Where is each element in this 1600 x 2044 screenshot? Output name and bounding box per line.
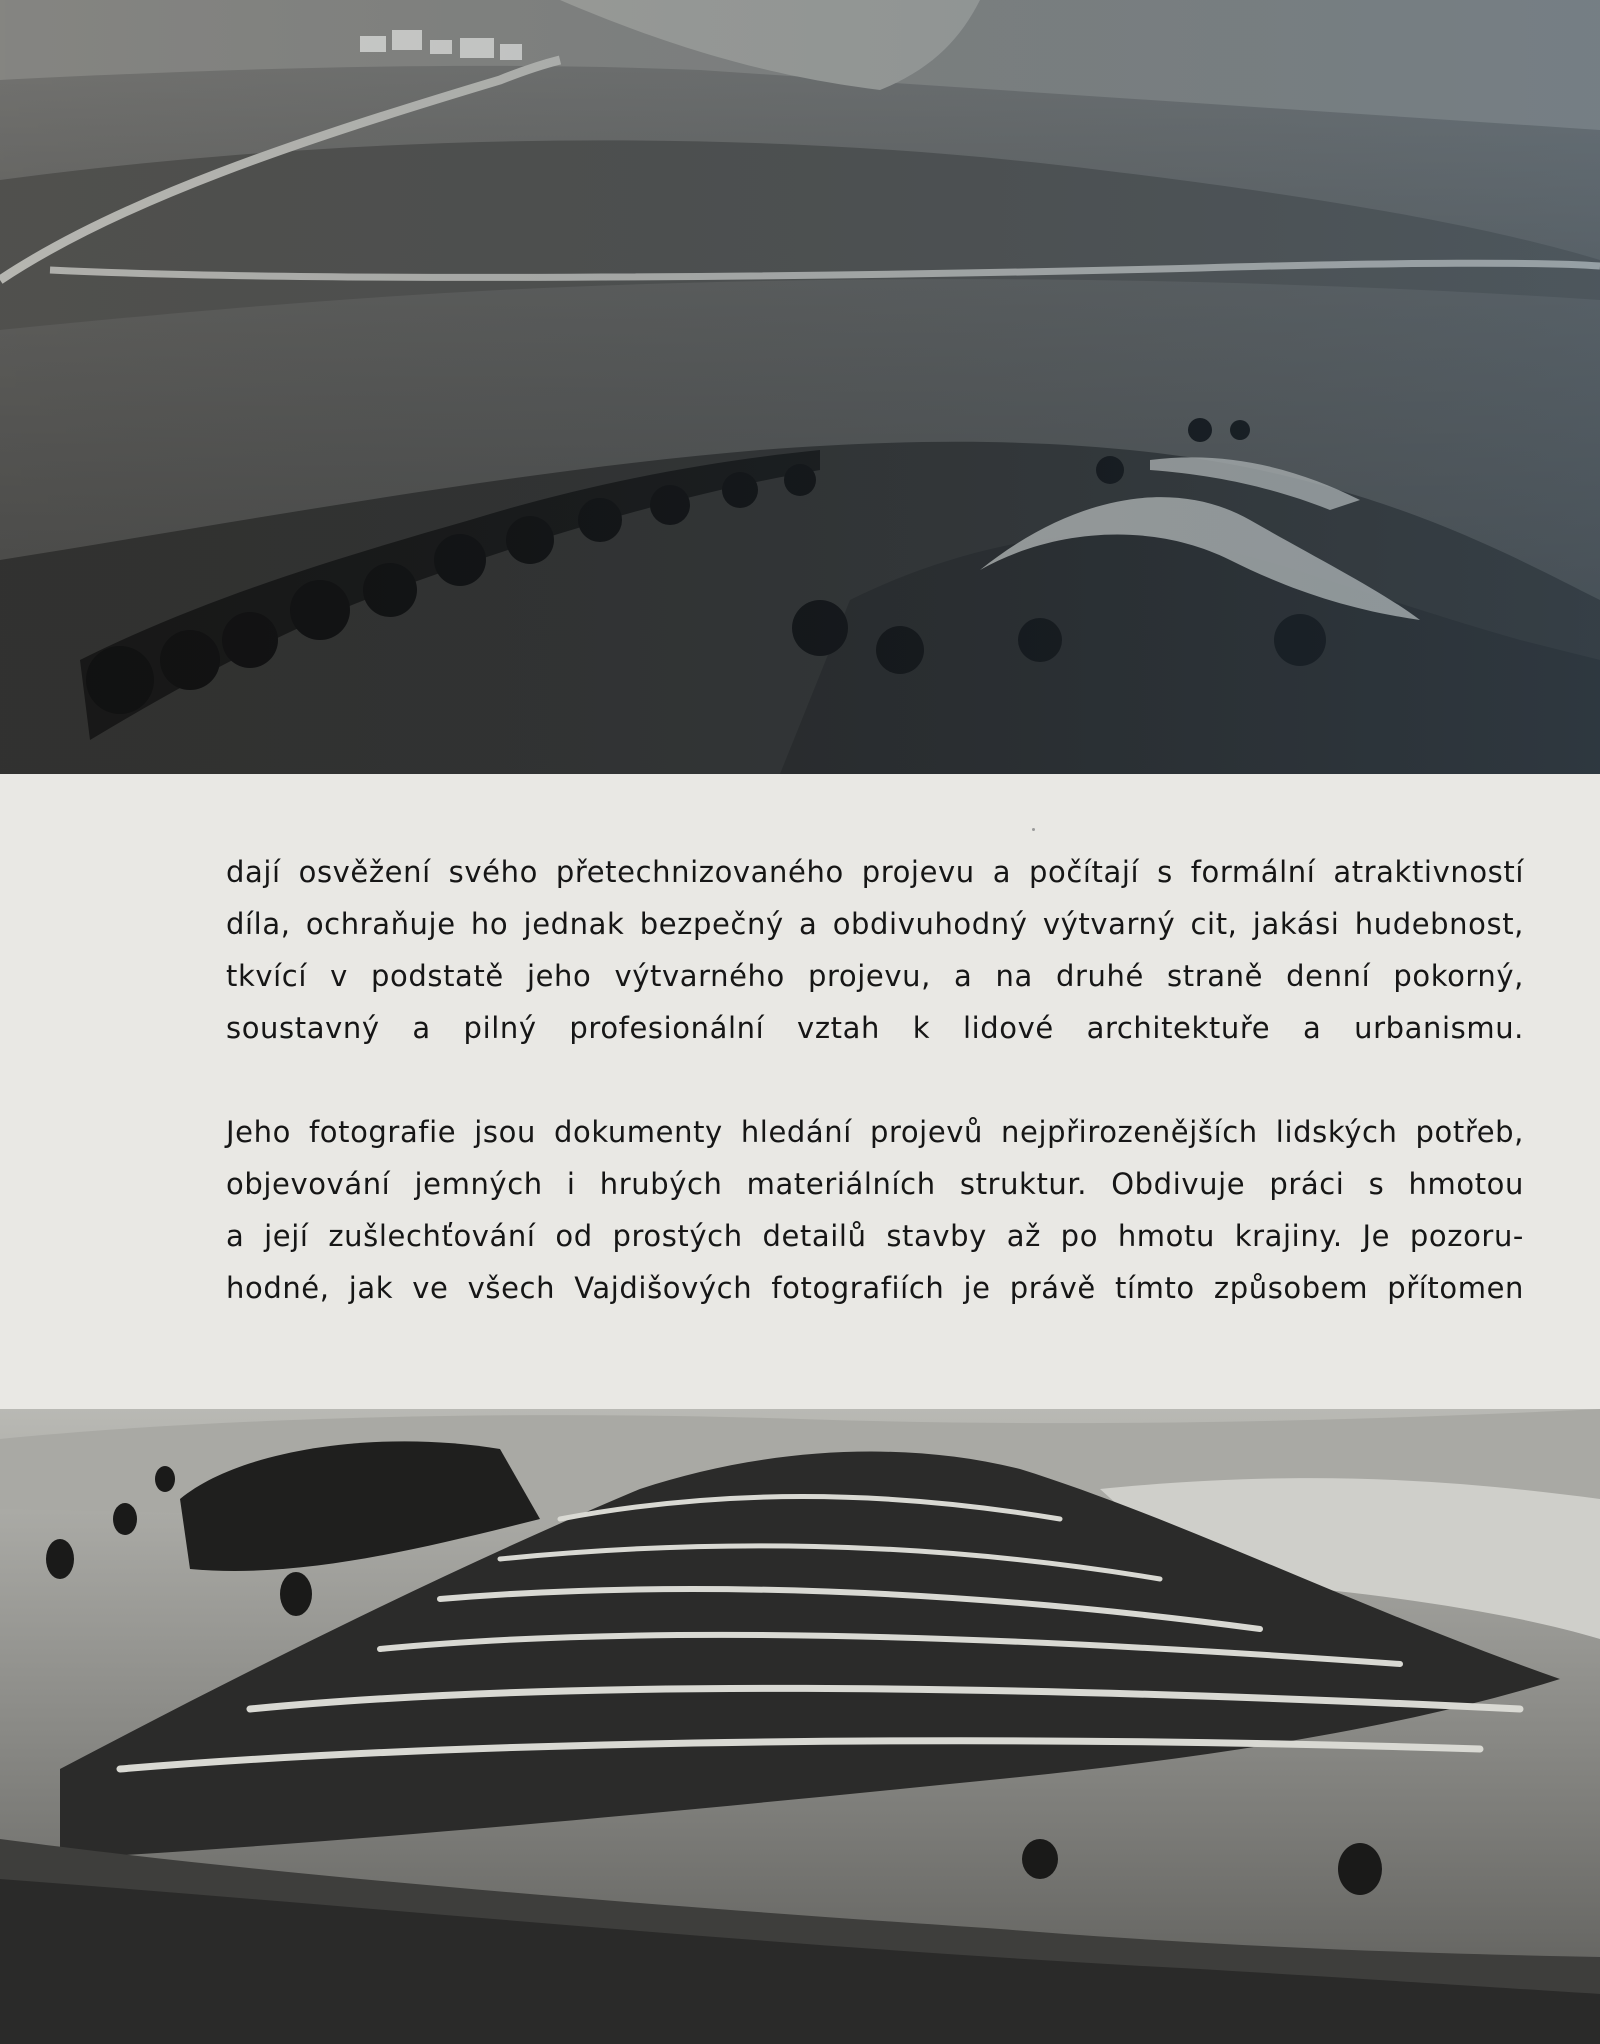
- paragraph-2: [226, 1106, 1524, 1314]
- paragraph-1: [226, 846, 1524, 1054]
- text-line: a její zušlechťování od prostých detailů stavby až po hmotu krajiny. Je pozoru-: [226, 1219, 1524, 1253]
- text-line: Jeho fotografie jsou dokumenty hledání projevů nejpřirozenějších lidských potřeb,: [226, 1115, 1524, 1149]
- landscape-photo-bottom: [0, 1409, 1600, 2044]
- text-line: dají osvěžení svého přetechnizovaného projevu a počítají s formální atraktivností: [226, 855, 1524, 889]
- text-line: tkvící v podstatě jeho výtvarného projevu, a na druhé straně denní pokorný,: [226, 959, 1524, 993]
- body-text: [226, 846, 1524, 1314]
- landscape-photo-top: [0, 0, 1600, 774]
- text-line: hodné, jak ve všech Vajdišových fotografiích je právě tímto způsobem přítomen: [226, 1271, 1524, 1305]
- text-line: soustavný a pilný profesionální vztah k lidové architektuře a urbanismu.: [226, 1011, 1524, 1045]
- paper-speck: [1032, 828, 1035, 831]
- text-line: díla, ochraňuje ho jednak bezpečný a obdivuhodný výtvarný cit, jakási hudebnost,: [226, 907, 1524, 941]
- text-line: objevování jemných i hrubých materiálních struktur. Obdivuje práci s hmotou: [226, 1167, 1524, 1201]
